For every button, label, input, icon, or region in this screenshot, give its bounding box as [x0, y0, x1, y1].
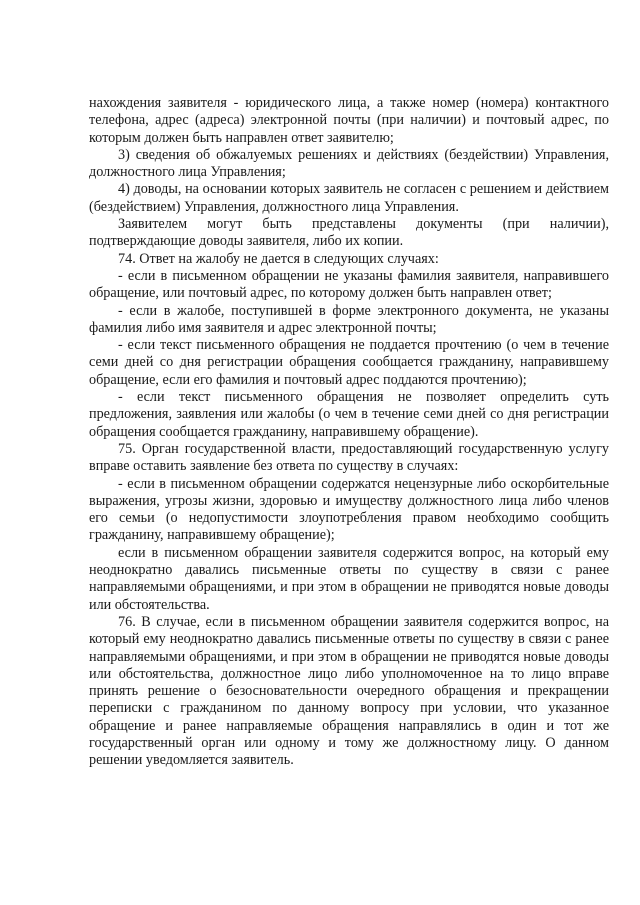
paragraph-74-case-3: - если текст письменного обращения не поддается прочтению (о чем в течение семи дней со дня регистрации обращения сообщается гражданину, направившему обращение, если его фамилия и почтовый адрес поддаются прочтению); [89, 337, 609, 388]
paragraph-74-case-1: - если в письменном обращении не указаны фамилия заявителя, направившего обращение, или почтовый адрес, по которому должен быть направлен ответ; [89, 267, 609, 302]
paragraph-74-case-2: - если в жалобе, поступившей в форме электронного документа, не указаны фамилия либо имя заявителя и адрес электронной почты; [89, 302, 609, 336]
document-page [89, 95, 609, 770]
paragraph-74-case-4: - если текст письменного обращения не позволяет определить суть предложения, заявления или жалобы (о чем в течение семи дней со дня регистрации обращения сообщается гражданину, направившему обращение). [89, 389, 609, 440]
paragraph-item-4: 4) доводы, на основании которых заявитель не согласен с решением и действием (бездействием) Управления, должностного лица Управления. [89, 181, 609, 215]
paragraph-75-case-2: если в письменном обращении заявителя содержится вопрос, на который ему неоднократно давались письменные ответы по существу в связи с ранее направляемыми обращениями, и при этом в обращении не приводятся новые доводы или обстоятельства. [89, 544, 609, 613]
paragraph-continuation: нахождения заявителя - юридического лица, а также номер (номера) контактного телефона, адрес (адреса) электронной почты (при наличии) и почтовый адрес, по которым должен быть направлен ответ заявителю; [89, 95, 609, 146]
paragraph-76: 76. В случае, если в письменном обращении заявителя содержится вопрос, на который ему неоднократно давались письменные ответы по существу в связи с ранее направляемыми обращениями, и при этом в обращении не приводятся новые доводы или обстоятельства, должностное лицо либо уполномоченное на то лицо вправе принять решение о безосновательности очередного обращения и прекращении переписки с гражданином по данному вопросу при условии, что указанное обращение и ранее направляемые обращения направлялись в один и тот же государственный орган или одному и тому же должностному лицу. О данном решении уведомляется заявитель. [89, 613, 609, 769]
paragraph-75-case-1: - если в письменном обращении содержатся нецензурные либо оскорбительные выражения, угрозы жизни, здоровью и имуществу должностного лица либо членов его семьи (о недопустимости злоупотребления правом необходимо сообщить гражданину, направившему обращение); [89, 475, 609, 544]
paragraph-74-heading: 74. Ответ на жалобу не дается в следующих случаях: [118, 250, 439, 267]
paragraph-75-heading: 75. Орган государственной власти, предоставляющий государственную услугу вправе оставить заявление без ответа по существу в случаях: [89, 440, 609, 475]
paragraph-documents: Заявителем могут быть представлены документы (при наличии), подтверждающие доводы заявителя, либо их копии. [89, 216, 609, 250]
paragraph-item-3: 3) сведения об обжалуемых решениях и действиях (бездействии) Управления, должностного лица Управления; [89, 146, 609, 181]
